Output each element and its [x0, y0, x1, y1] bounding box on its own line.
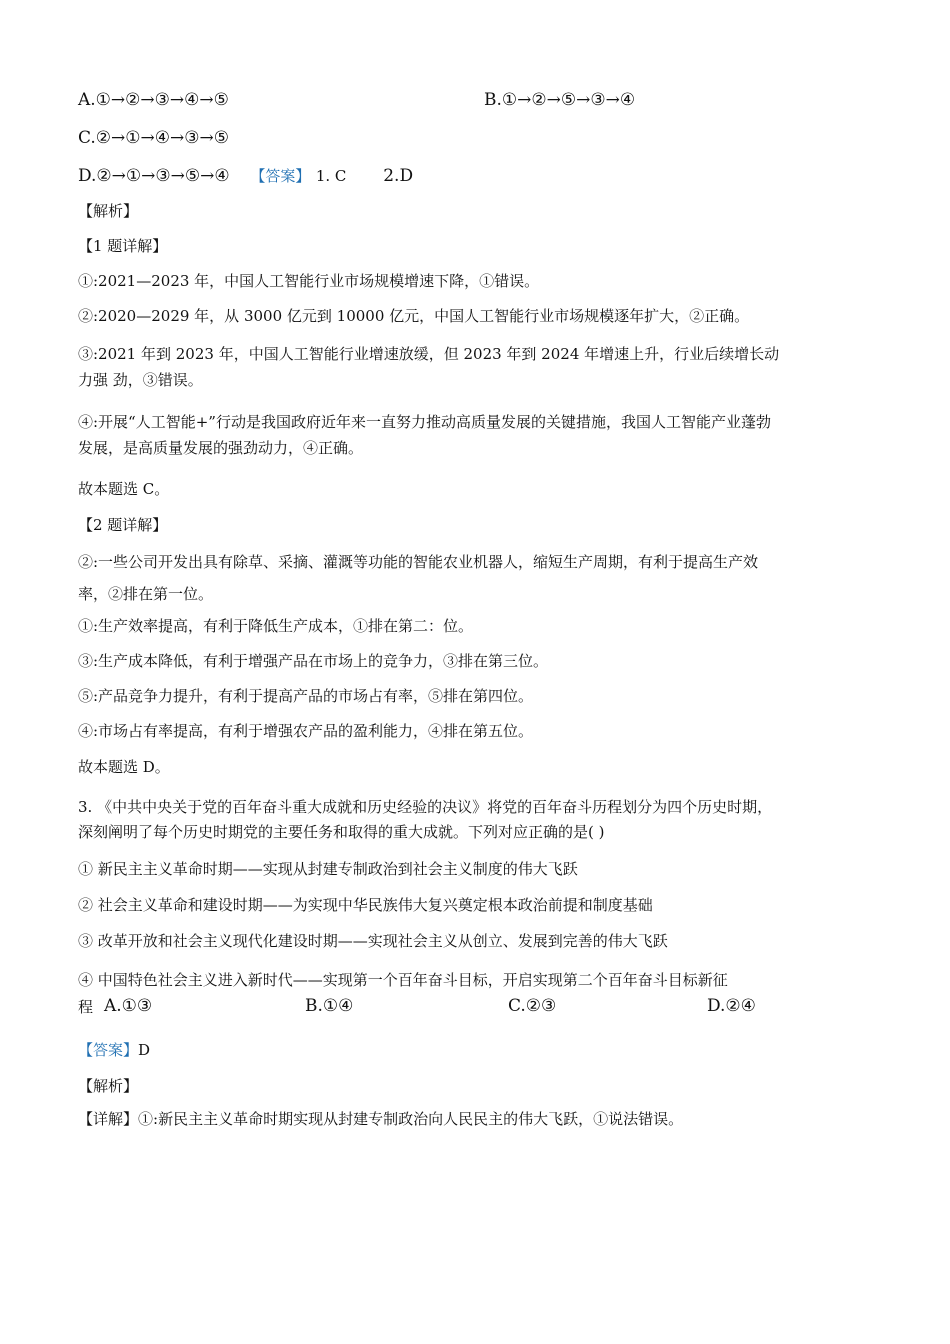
- q1-detail-heading: 【1 题详解】: [78, 237, 168, 255]
- option-a: A.①→②→③→④→⑤: [78, 90, 229, 110]
- option-c: C.②→①→④→③→⑤: [78, 128, 229, 148]
- q1-item-3: ③:2021 年到 2023 年，中国人工智能行业增速放缓，但 2023 年到 2024 年增速上升，行业后续增长动: [78, 345, 780, 363]
- q2-detail-heading: 【2 题详解】: [78, 516, 168, 534]
- q3-statement-4-tail: 程: [78, 998, 94, 1016]
- q3-stem-line1: 3. 《中共中央关于党的百年奋斗重大成就和历史经验的决议》将党的百年奋斗历程划分为四个历史时期，: [78, 798, 773, 816]
- q2-item-3: ③:生产成本降低，有利于增强产品在市场上的竞争力，③排在第三位。: [78, 652, 549, 670]
- q3-statement-3: ③ 改革开放和社会主义现代化建设时期——实现社会主义从创立、发展到完善的伟大飞跃: [78, 932, 668, 950]
- q3-analysis-heading: 【解析】: [78, 1077, 139, 1095]
- q3-detail-tag: 【详解】: [78, 1110, 139, 1128]
- q1-item-2: ②:2020—2029 年，从 3000 亿元到 10000 亿元，中国人工智能行业市场规模逐年扩大，②正确。: [78, 307, 750, 325]
- q2-item-4: ⑤:产品竞争力提升，有利于提高产品的市场占有率，⑤排在第四位。: [78, 687, 534, 705]
- q3-detail-row: [78, 1109, 683, 1129]
- q3-answer-tag: 【答案】: [78, 1041, 139, 1059]
- q1-item-4-cont: 发展，是高质量发展的强劲动力，④正确。: [78, 439, 364, 457]
- answer-1: 1. C: [315, 167, 347, 185]
- q3-option-c: C.②③: [508, 996, 557, 1016]
- q3-statement-4: ④ 中国特色社会主义进入新时代——实现第一个百年奋斗目标，开启实现第二个百年奋斗目标新征: [78, 971, 728, 989]
- option-d: D.②→①→③→⑤→④: [78, 166, 230, 186]
- q1-item-1: ①:2021—2023 年，中国人工智能行业市场规模增速下降，①错误。: [78, 272, 540, 290]
- q1-item-4: ④:开展“人工智能+”行动是我国政府近年来一直努力推动高质量发展的关键措施，我国人工智能产业蓬勃: [78, 413, 771, 431]
- q1-item-3-cont: 力强 劲，③错误。: [78, 371, 203, 389]
- option-d-row: [78, 165, 413, 187]
- q3-option-d: D.②④: [707, 996, 756, 1016]
- q2-item-1-cont: 率，②排在第一位。: [78, 585, 214, 603]
- q2-item-5: ④:市场占有率提高，有利于增强农产品的盈利能力，④排在第五位。: [78, 722, 534, 740]
- q3-answer-value: D: [138, 1041, 151, 1059]
- q3-stem-line2: 深刻阐明了每个历史时期党的主要任务和取得的重大成就。下列对应正确的是( ): [78, 823, 605, 841]
- q3-statement-1: ① 新民主主义革命时期——实现从封建专制政治到社会主义制度的伟大飞跃: [78, 860, 578, 878]
- q2-item-1: ②:一些公司开发出具有除草、采摘、灌溉等功能的智能农业机器人，缩短生产周期，有利于提高生产效: [78, 553, 759, 571]
- option-b: B.①→②→⑤→③→④: [484, 90, 636, 110]
- q3-option-b: B.①④: [305, 996, 354, 1016]
- answer-2: 2.D: [383, 166, 414, 186]
- q1-conclusion: 故本题选 C。: [78, 480, 170, 498]
- q3-statement-2: ② 社会主义革命和建设时期——为实现中华民族伟大复兴奠定根本政治前提和制度基础: [78, 896, 653, 914]
- answer-tag: 【答案】: [250, 167, 311, 185]
- q3-option-a: A.①③: [104, 996, 153, 1016]
- q3-answer-row: [78, 1040, 150, 1060]
- analysis-heading: 【解析】: [78, 202, 139, 220]
- q3-detail-text: ①:新民主主义革命时期实现从封建专制政治向人民民主的伟大飞跃，①说法错误。: [138, 1110, 684, 1128]
- q2-item-2: ①:生产效率提高，有利于降低生产成本，①排在第二：位。: [78, 617, 474, 635]
- q2-conclusion: 故本题选 D。: [78, 758, 170, 776]
